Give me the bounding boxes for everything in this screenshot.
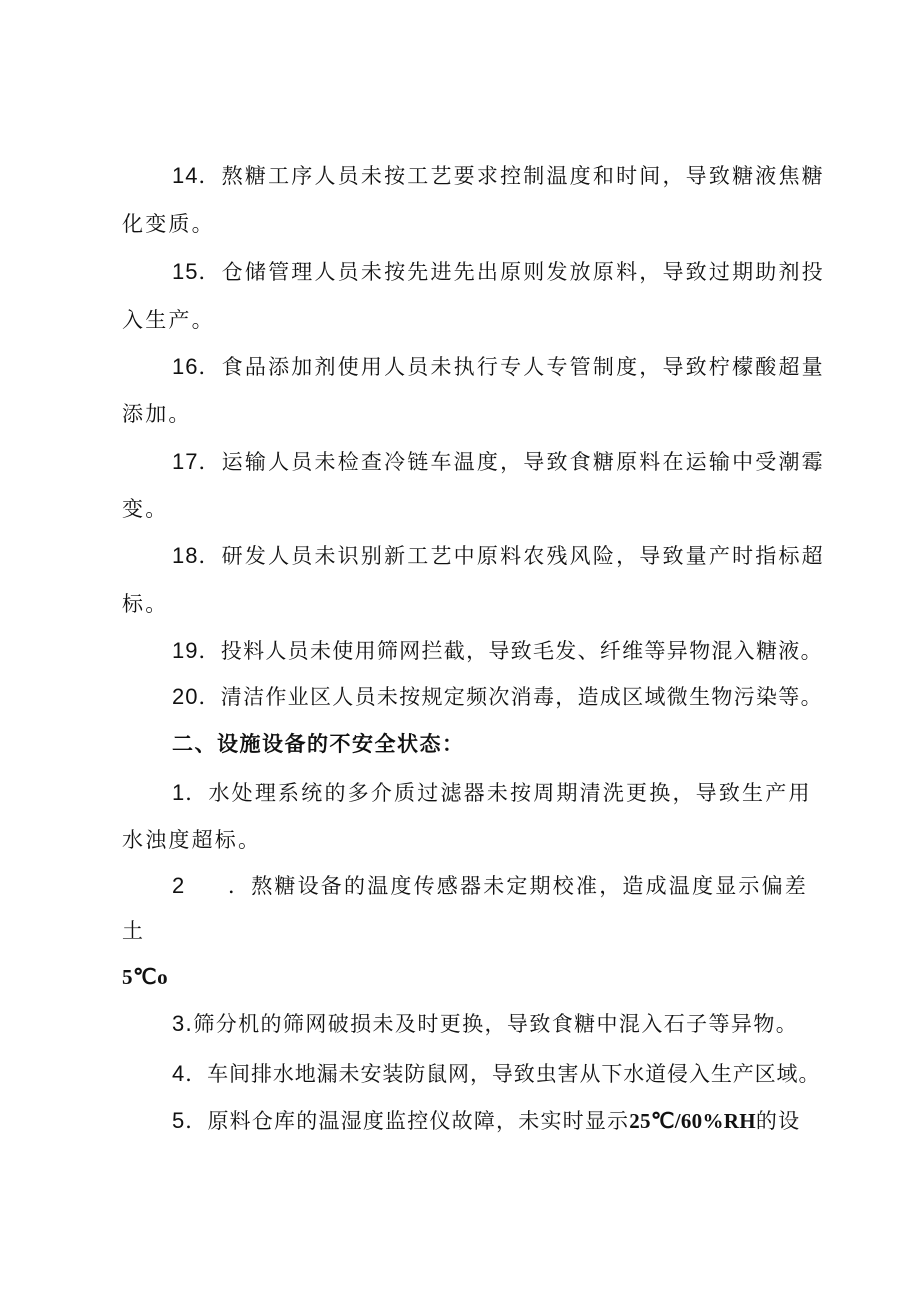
item-18-line-1 xyxy=(172,542,825,570)
item-text: 添加。 xyxy=(122,402,192,426)
item-text: ．原料仓库的温湿度监控仪故障，未实时显示 xyxy=(185,1109,630,1133)
item-19-line-1 xyxy=(172,637,823,665)
item-14-line-2 xyxy=(122,210,215,238)
item-number: 15 xyxy=(172,259,199,284)
item-16-line-2 xyxy=(122,400,192,428)
item-text: ．投料人员未使用筛网拦截，导致毛发、纤维等异物混入糖液。 xyxy=(198,639,823,663)
item-number: 1 xyxy=(172,780,186,805)
item-text: 水浊度超标。 xyxy=(122,828,262,852)
item-text: ．研发人员未识别新工艺中原料农残风险，导致量产时指标超 xyxy=(198,544,825,568)
item-text: 变。 xyxy=(122,497,169,521)
item-text: ．熬糖设备的温度传感器未定期校准，造成温度显示偏差 xyxy=(228,874,808,898)
setpoint-value: 25℃/60%RH xyxy=(629,1109,756,1133)
item-text: ．熬糖工序人员未按工艺要求控制温度和时间，导致糖液焦糖 xyxy=(198,164,825,188)
item-number: 14 xyxy=(172,163,199,188)
item-text: ．水处理系统的多介质过滤器未按周期清洗更换，导致生产用 xyxy=(185,781,812,805)
item-text: 化变质。 xyxy=(122,212,215,236)
s2-item-2-line-1 xyxy=(172,872,808,900)
item-number: 20 xyxy=(172,684,199,709)
item-text: 入生产。 xyxy=(122,308,215,332)
item-text: 的设 xyxy=(755,1109,801,1133)
s2-item-1-line-1 xyxy=(172,779,812,807)
item-text: ．食品添加剂使用人员未执行专人专管制度，导致柠檬酸超量 xyxy=(198,355,825,379)
item-text: ．仓储管理人员未按先进先出原则发放原料，导致过期助剂投 xyxy=(198,260,825,284)
item-15-line-2 xyxy=(122,306,215,334)
item-number: 17 xyxy=(172,449,199,474)
item-text: 标。 xyxy=(122,592,169,616)
s2-item-2-line-3 xyxy=(122,963,168,991)
item-17-line-2 xyxy=(122,495,168,523)
item-text: ．清洁作业区人员未按规定频次消毒，造成区域微生物污染等。 xyxy=(198,685,823,709)
item-18-line-2 xyxy=(122,590,168,618)
item-text: ．车间排水地漏未安装防鼠网，导致虫害从下水道侵入生产区域。 xyxy=(185,1062,821,1086)
item-number: 4 xyxy=(172,1061,186,1086)
item-text: 5℃o xyxy=(122,965,169,989)
item-number: 18 xyxy=(172,543,199,568)
item-number: 2 xyxy=(172,873,186,898)
item-text: ．运输人员未检查冷链车温度，导致食糖原料在运输中受潮霉 xyxy=(198,450,825,474)
s2-item-5-line-1 xyxy=(172,1107,800,1135)
item-20-line-1 xyxy=(172,683,823,711)
section-heading: 二、设施设备的不安全状态： xyxy=(172,732,465,756)
s2-item-1-line-2 xyxy=(122,826,261,854)
item-15-line-1 xyxy=(172,258,825,286)
item-16-line-1 xyxy=(172,353,825,381)
item-number: 3 xyxy=(172,1011,186,1036)
s2-item-3-line-1 xyxy=(172,1010,798,1038)
item-number: 19 xyxy=(172,638,199,663)
item-text: .筛分机的筛网破损未及时更换，导致食糖中混入石子等异物。 xyxy=(185,1012,799,1036)
item-text: 土 xyxy=(122,919,146,943)
item-number: 5 xyxy=(172,1108,186,1133)
s2-item-4-line-1 xyxy=(172,1060,820,1088)
item-number: 16 xyxy=(172,354,199,379)
item-17-line-1 xyxy=(172,448,825,476)
item-14-line-1 xyxy=(172,162,825,190)
s2-item-2-line-2 xyxy=(122,917,145,945)
